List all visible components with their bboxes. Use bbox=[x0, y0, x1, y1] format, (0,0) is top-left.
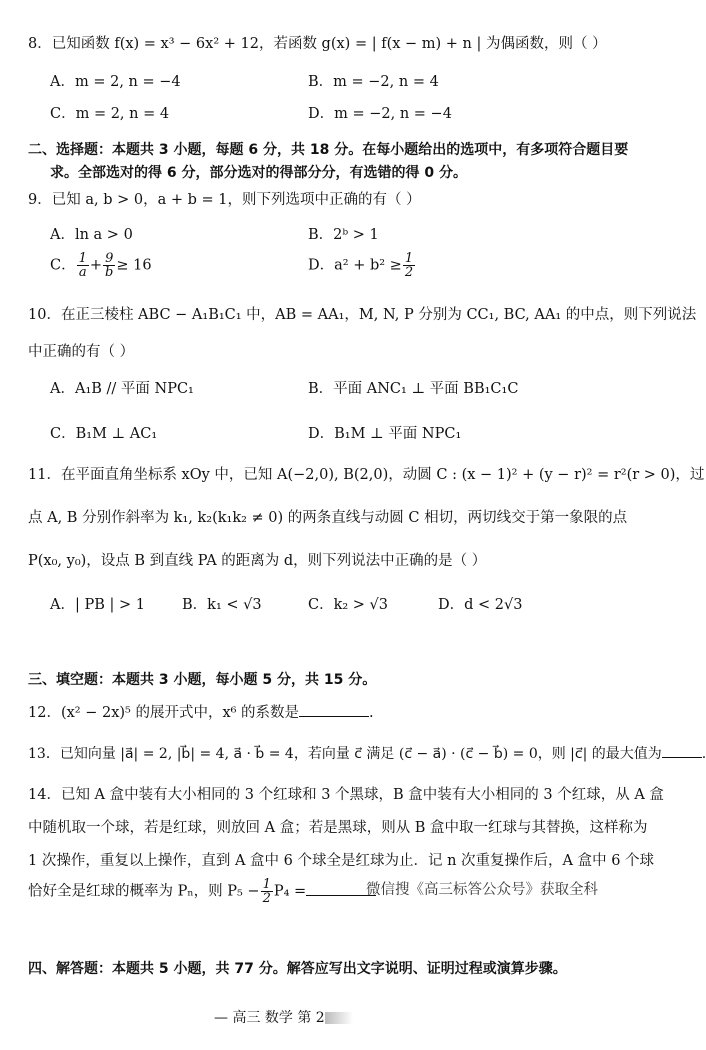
q10-stem-line2: 中正确的有（ ） bbox=[28, 344, 135, 360]
q8-stem: 8．已知函数 f(x) = x³ − 6x² + 12，若函数 g(x) = | f(x − m) + n | 为偶函数，则（ ） bbox=[28, 36, 607, 52]
q10-option-a: A．A₁B // 平面 NPC₁ bbox=[50, 381, 194, 397]
q11-option-a: A．| PB | > 1 bbox=[50, 597, 145, 613]
q10-option-b: B．平面 ANC₁ ⊥ 平面 BB₁C₁C bbox=[308, 381, 519, 397]
q9-fraction-1-over-a bbox=[77, 252, 89, 279]
q9-fraction-9-over-b bbox=[103, 252, 115, 279]
footer-fade bbox=[325, 1012, 353, 1024]
q10-option-d: D．B₁M ⊥ 平面 NPC₁ bbox=[308, 426, 462, 442]
q8-option-b: B．m = −2, n = 4 bbox=[308, 74, 439, 90]
q14-line3: 1 次操作，重复以上操作，直到 A 盒中 6 个球全是红球为止．记 n 次重复操作后，A 盒中 6 个球 bbox=[28, 853, 655, 869]
q9-option-b: B．2ᵇ > 1 bbox=[308, 227, 379, 243]
q12-answer-blank bbox=[299, 702, 369, 717]
q14-line1: 14．已知 A 盒中装有大小相同的 3 个红球和 3 个黑球，B 盒中装有大小相同的 3 个红球，从 A 盒 bbox=[28, 787, 664, 803]
section4-heading: 四、解答题：本题共 5 小题，共 77 分。解答应写出文字说明、证明过程或演算步骤。 bbox=[28, 961, 567, 977]
q9-option-a: A．ln a > 0 bbox=[50, 227, 133, 243]
q14-fraction-1-over-2 bbox=[261, 878, 273, 905]
q10-option-c: C．B₁M ⊥ AC₁ bbox=[50, 426, 158, 442]
q9-option-d bbox=[308, 252, 416, 279]
q9-option-c-tail: ≥ 16 bbox=[116, 257, 152, 274]
q9-option-d-label: D．a² + b² ≥ bbox=[308, 257, 402, 274]
q13-tail: . bbox=[701, 746, 706, 762]
q9-frac1-den: a bbox=[78, 265, 87, 280]
q14-frac-den: 2 bbox=[262, 891, 271, 906]
q11-option-b: B．k₁ < √3 bbox=[182, 597, 262, 613]
q11-stem-line2: 点 A, B 分别作斜率为 k₁, k₂(k₁k₂ ≠ 0) 的两条直线与动圆 C 相切，两切线交于第一象限的点 bbox=[28, 510, 628, 526]
q11-stem-line1: 11．在平面直角坐标系 xOy 中，已知 A(−2,0), B(2,0)，动圆 C : (x − 1)² + (y − r)² = r²(r > 0)，过 bbox=[28, 467, 705, 483]
q9-frac2-den: b bbox=[105, 265, 114, 280]
q12-stem bbox=[28, 701, 374, 722]
section2-heading-line1: 二、选择题：本题共 3 小题，每题 6 分，共 18 分。在每小题给出的选项中，有多项符合题目要 bbox=[28, 142, 629, 158]
q9-stem: 9．已知 a, b > 0，a + b = 1，则下列选项中正确的有（ ） bbox=[28, 192, 421, 208]
section3-heading: 三、填空题：本题共 3 小题，每小题 5 分，共 15 分。 bbox=[28, 672, 377, 688]
q9-option-c-label: C． bbox=[50, 257, 76, 274]
q12-text: 12．(x² − 2x)⁵ 的展开式中，x⁶ 的系数是 bbox=[28, 705, 300, 721]
q9-option-c bbox=[50, 252, 152, 279]
page-footer bbox=[214, 1007, 353, 1027]
q14-line2: 中随机取一个球，若是红球，则放回 A 盒；若是黑球，则从 B 盒中取一红球与其替换，这样称为 bbox=[28, 820, 648, 836]
section2-heading-line2: 求。全部选对的得 6 分，部分选对的得部分分，有选错的得 0 分。 bbox=[50, 165, 467, 181]
q13-stem bbox=[28, 743, 706, 763]
q14-frac-num: 1 bbox=[262, 877, 271, 892]
q11-stem-line3: P(x₀, y₀)，设点 B 到直线 PA 的距离为 d，则下列说法中正确的是（ ） bbox=[28, 553, 487, 569]
q8-option-a: A．m = 2, n = −4 bbox=[50, 74, 181, 90]
q11-option-c: C．k₂ > √3 bbox=[308, 597, 389, 613]
footer-text: — 高三 数学 第 2 bbox=[214, 1010, 325, 1026]
q14-line4-tail: P₄ = bbox=[273, 883, 307, 900]
q8-option-c: C．m = 2, n = 4 bbox=[50, 106, 170, 122]
q9-d-frac-num: 1 bbox=[404, 251, 414, 266]
watermark-text: 微信搜《高三标答公众号》获取全科 bbox=[366, 882, 598, 898]
q9-fraction-1-over-2 bbox=[403, 252, 415, 279]
q9-d-frac-den: 2 bbox=[404, 265, 414, 280]
q8-option-d: D．m = −2, n = −4 bbox=[308, 106, 452, 122]
q9-plus: + bbox=[89, 257, 103, 274]
q9-frac1-num: 1 bbox=[78, 251, 87, 266]
q12-tail: . bbox=[369, 705, 374, 721]
q13-answer-blank bbox=[662, 743, 702, 758]
q14-line4 bbox=[28, 878, 376, 905]
q9-frac2-num: 9 bbox=[103, 252, 115, 266]
q14-line4-head: 恰好全是红球的概率为 Pₙ，则 P₅ − bbox=[28, 883, 260, 900]
q11-option-d: D．d < 2√3 bbox=[438, 597, 523, 613]
q10-stem-line1: 10．在正三棱柱 ABC − A₁B₁C₁ 中，AB = AA₁，M, N, P 分别为 CC₁, BC, AA₁ 的中点，则下列说法 bbox=[28, 307, 697, 323]
q13-text: 13．已知向量 |a⃗| = 2, |b⃗| = 4, a⃗ · b⃗ = 4，若向量 c⃗ 满足 (c⃗ − a⃗) · (c⃗ − b⃗) = 0，则 |c⃗| 的最大值为 bbox=[28, 746, 662, 762]
